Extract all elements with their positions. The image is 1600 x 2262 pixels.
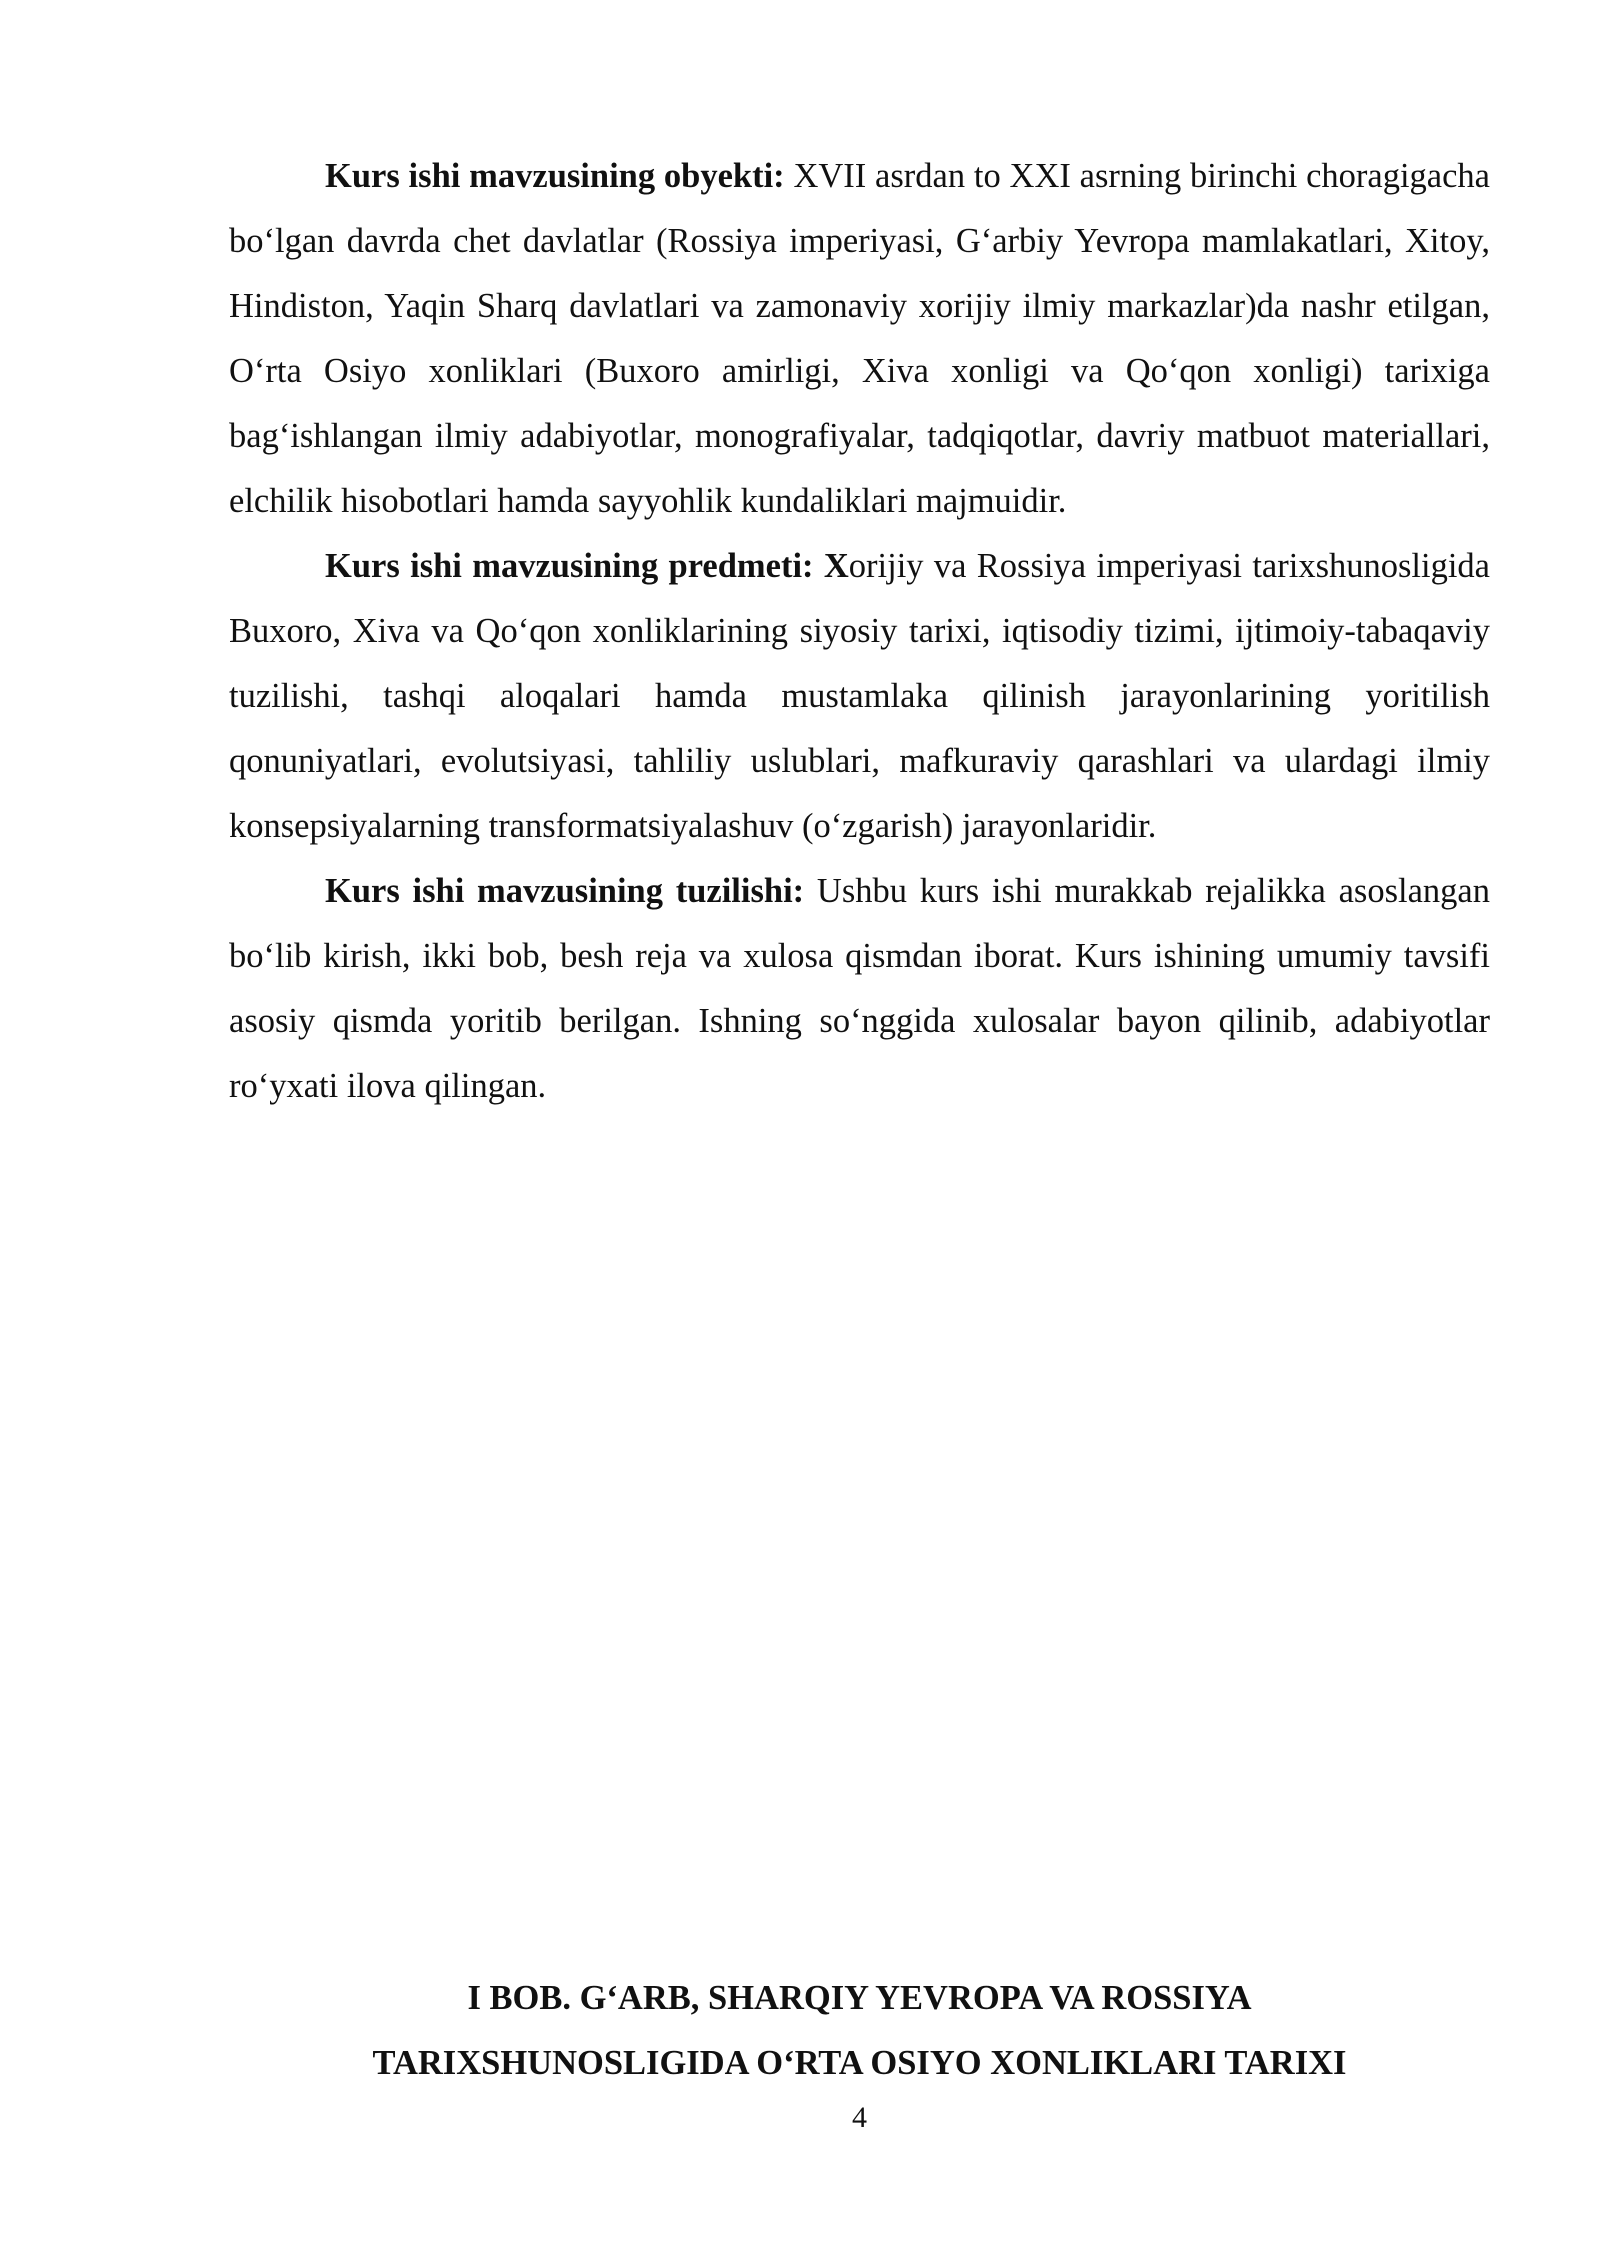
chapter-title [229,1966,1490,2096]
chapter-title-line: TARIXSHUNOSLIGIDA O‘RTA OSIYO XONLIKLARI TARIXI [372,2044,1347,2082]
paragraph-body: Ushbu kurs ishi murakkab rejalikka asoslangan bo‘lib kirish, ikki bob, besh reja va xulosa qismdan iborat. Kurs ishining umumiy tavsifi asosiy qismda yoritib berilgan. Ishning so‘nggida xulosalar bayon qilinib, adabiyotlar ro‘yxati ilova qilingan. [229,872,1490,1105]
paragraph-body: XVII asrdan to XXI asrning birinchi choragigacha bo‘lgan davrda chet davlatlar (Rossiya imperiyasi, G‘arbiy Yevropa mamlakatlari, Xitoy, Hindiston, Yaqin Sharq davlatlari va zamonaviy xorijiy ilmiy markazlar)da nashr etilgan, O‘rta Osiyo xonliklari (Buxoro amirligi, Xiva xonligi va Qo‘qon xonligi) tarixiga bag‘ishlangan ilmiy adabiyotlar, monografiyalar, tadqiqotlar, davriy matbuot materiallari, elchilik hisobotlari hamda sayyohlik kundaliklari majmuidir. [229,157,1490,520]
paragraph-subject [229,534,1490,859]
chapter-title-line: I BOB. G‘ARB, SHARQIY YEVROPA VA ROSSIYA [467,1979,1252,2017]
paragraph-structure [229,859,1490,1119]
body-text [229,144,1490,1119]
paragraph-body: orijiy va Rossiya imperiyasi tarixshunosligida Buxoro, Xiva va Qo‘qon xonliklarining siyosiy tarixi, iqtisodiy tizimi, ijtimoiy-tabaqaviy tuzilishi, tashqi aloqalari hamda mustamlaka qilinish jarayonlarining yoritilish qonuniyatlari, evolutsiyasi, tahliliy uslublari, mafkuraviy qarashlari va ulardagi ilmiy konsepsiyalarning transformatsiyalashuv (o‘zgarish) jarayonlaridir. [229,547,1490,845]
paragraph-lead: Kurs ishi mavzusining obyekti: [325,157,785,195]
page-number: 4 [852,2101,867,2134]
paragraph-lead: Kurs ishi mavzusining predmeti: X [325,547,849,585]
paragraph-lead: Kurs ishi mavzusining tuzilishi: [325,872,805,910]
paragraph-object [229,144,1490,534]
